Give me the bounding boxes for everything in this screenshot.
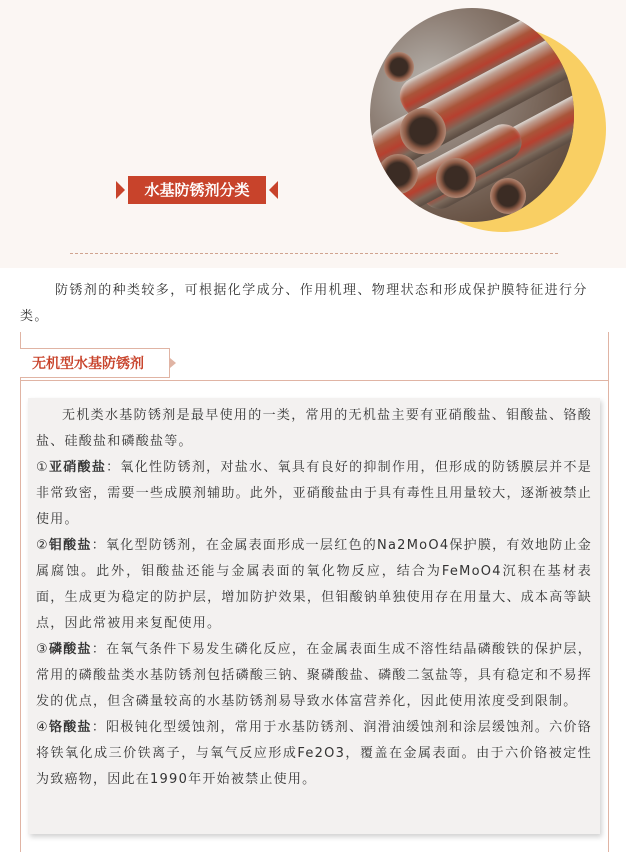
item-text: ：阳极钝化型缓蚀剂，常用于水基防锈剂、润滑油缓蚀剂和涂层缓蚀剂。六价铬将铁氧化成三价铁离子，与氧气反应形成Fe2O3，覆盖在金属表面。由于六价铬被定性为致癌物，因此在1990年开始被禁止使用。 [36, 720, 592, 787]
list-item [36, 715, 592, 793]
divider [70, 253, 558, 254]
tag-left-arrow [116, 181, 125, 199]
item-term: 亚硝酸盐 [48, 460, 107, 475]
item-marker: ④ [36, 720, 49, 735]
list-item [36, 533, 592, 637]
item-term: 钼酸盐 [48, 538, 92, 553]
item-text: ：在氧气条件下易发生磷化反应，在金属表面生成不溶性结晶磷酸铁的保护层，常用的磷酸盐类水基防锈剂包括磷酸三钠、聚磷酸盐、磷酸二氢盐等，具有稳定和不易挥发的优点，但含磷量较高的水基防锈剂易导致水体富营养化，因此使用浓度受到限制。 [36, 642, 592, 709]
item-marker: ③ [36, 642, 49, 657]
lead-paragraph: 无机类水基防锈剂是最早使用的一类，常用的无机盐主要有亚硝酸盐、钼酸盐、铬酸盐、硅酸盐和磷酸盐等。 [36, 408, 592, 449]
item-marker: ① [36, 460, 49, 475]
item-text: ：氧化型防锈剂，在金属表面形成一层红色的Na2MoO4保护膜，有效地防止金属腐蚀。此外，钼酸盐还能与金属表面的氧化物反应，结合为FeMoO4沉积在基材表面，生成更为稳定的防护层，增加防护效果，但钼酸钠单独使用存在用量大、成本高等缺点，因此常被用来复配使用。 [36, 538, 592, 631]
item-term: 铬酸盐 [48, 720, 92, 735]
item-term: 磷酸盐 [48, 642, 92, 657]
section-title-tag [116, 176, 278, 204]
frame-top-border [20, 380, 608, 381]
section-title: 水基防锈剂分类 [128, 176, 266, 204]
rusty-pipes-photo [370, 8, 574, 222]
list-item [36, 455, 592, 533]
item-marker: ② [36, 538, 49, 553]
tag-right-arrow [269, 181, 278, 199]
list-item [36, 637, 592, 715]
card-body [36, 403, 592, 793]
intro-paragraph: 防锈剂的种类较多，可根据化学成分、作用机理、物理状态和形成保护膜特征进行分类。 [20, 283, 588, 324]
subsection-notch [170, 358, 176, 368]
subsection-title: 无机型水基防锈剂 [20, 348, 170, 378]
item-text: ：氧化性防锈剂，对盐水、氧具有良好的抑制作用，但形成的防锈膜层并不是非常致密，需要一些成膜剂辅助。此外，亚硝酸盐由于具有毒性且用量较大，逐渐被禁止使用。 [36, 460, 592, 527]
